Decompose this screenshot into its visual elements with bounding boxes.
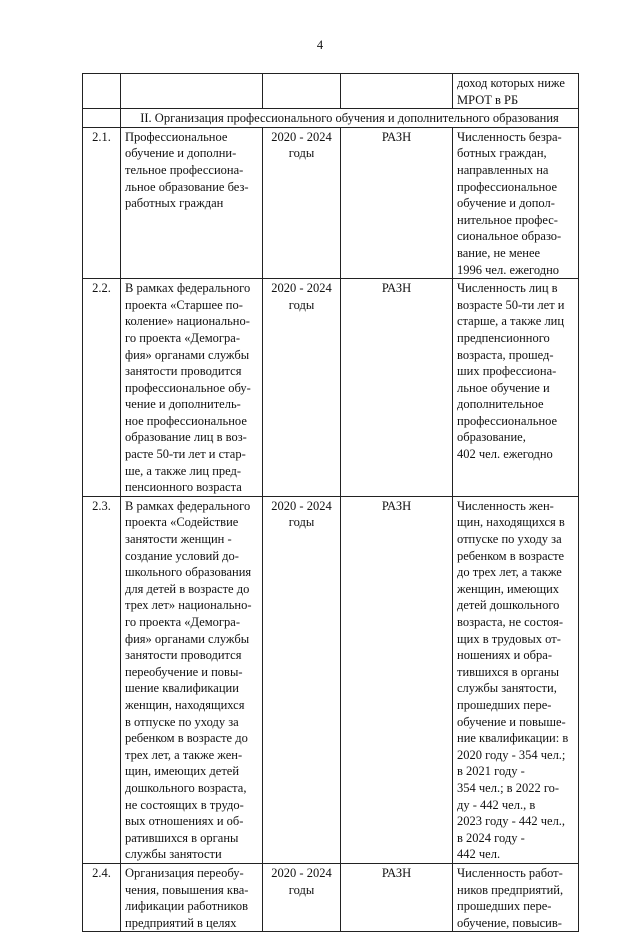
years-cell [263, 496, 341, 863]
indicator-cell [453, 279, 579, 497]
indicator-cell [453, 496, 579, 863]
years-cell [263, 127, 341, 278]
indicator-text: Численность работ- ников предприятий, прошедших пере- обучение, повысив- [457, 865, 564, 930]
cell-number [83, 109, 121, 128]
years-text: 2020 - 2024 годы [271, 281, 332, 312]
indicator-text: Численность безра- ботных граждан, направленных на профессиональное обучение и допол- нительное профес- сиональное образо- вание, не менее 1996 чел. ежегодно [457, 129, 562, 277]
years-text: 2020 - 2024 годы [271, 129, 332, 161]
table-row [83, 279, 579, 497]
measures-table [82, 73, 579, 932]
table-row [83, 863, 579, 931]
years-text: 2020 - 2024 годы [271, 498, 332, 530]
row-number: 2.4. [83, 863, 121, 931]
indicator-cell [453, 863, 579, 931]
activity-cell [121, 863, 263, 931]
section-header-row [83, 109, 579, 128]
row-number: 2.2. [83, 279, 121, 497]
years-cell [263, 863, 341, 931]
table-row [83, 496, 579, 863]
row-number: 2.1. [83, 127, 121, 278]
responsible-cell: РАЗН [341, 496, 453, 863]
indicator-cell [453, 127, 579, 278]
section-title: II. Организация профессионального обучения и дополнительного образования [121, 109, 579, 128]
activity-text: Профессиональное обучение и дополни- тельное профессиона- льное образование без- работных граждан [125, 129, 249, 211]
cell-indicator [453, 74, 579, 109]
activity-text: В рамках федерального проекта «Содействие занятости женщин - создание условий до- школьного образования для детей в возрасте до трех лет» национально- го проекта «Демогра- фия» органами службы занятости проводится переобучение и повы- шение квалификации женщин, находящихся в отпуске по уходу за ребенком в возрасте до трех лет, а также жен- щин, имеющих детей дошкольного возраста, не состоящих в трудо- вых отношениях и об- ратившихся в органы службы занятости [125, 498, 252, 862]
indicator-text: доход которых ниже МРОТ в РБ [457, 76, 565, 107]
indicator-text: Численность лиц в возрасте 50-ти лет и старше, а также лиц предпенсионного возраста, прошед- ших профессиона- льное обучение и дополнительное профессиональное образование, 402 чел. ежегодно [457, 281, 565, 462]
activity-cell [121, 127, 263, 278]
activity-text: В рамках федерального проекта «Старшее по- коление» национально- го проекта «Демогра- фия» органами службы занятости проводится профессиональное обу- чение и дополнитель- ное профессиональное образование лиц в воз- расте 50-ти лет и стар- ше, а также лиц пред- пенсионного возраста [125, 281, 251, 495]
years-text: 2020 - 2024 годы [271, 865, 332, 897]
page-number: 4 [316, 38, 324, 52]
indicator-text: Численность жен- щин, находящихся в отпуске по уходу за ребенком в возрасте до трех лет, а также женщин, имеющих детей дошкольного возраста, не состоя- щих в трудовых от- ношениях и обра- тившихся в органы службы занятости, прошедших пере- обучение и повыше- ние квалификации: в 2020 году - 354 чел.; в 2021 году - 354 чел.; в 2022 го- ду - 442 чел., в 2023 году - 442 чел., в 2024 году - 442 чел. [457, 498, 569, 862]
responsible-cell: РАЗН [341, 127, 453, 278]
table-row-continuation [83, 74, 579, 109]
cell-responsible [341, 74, 453, 109]
cell-activity [121, 74, 263, 109]
cell-number [83, 74, 121, 109]
cell-years [263, 74, 341, 109]
responsible-cell: РАЗН [341, 279, 453, 497]
responsible-cell: РАЗН [341, 863, 453, 931]
years-cell [263, 279, 341, 497]
activity-text: Организация переобу- чения, повышения ква- лификации работников предприятий в целях [125, 865, 249, 930]
table-row [83, 127, 579, 278]
activity-cell [121, 496, 263, 863]
activity-cell [121, 279, 263, 497]
row-number: 2.3. [83, 496, 121, 863]
